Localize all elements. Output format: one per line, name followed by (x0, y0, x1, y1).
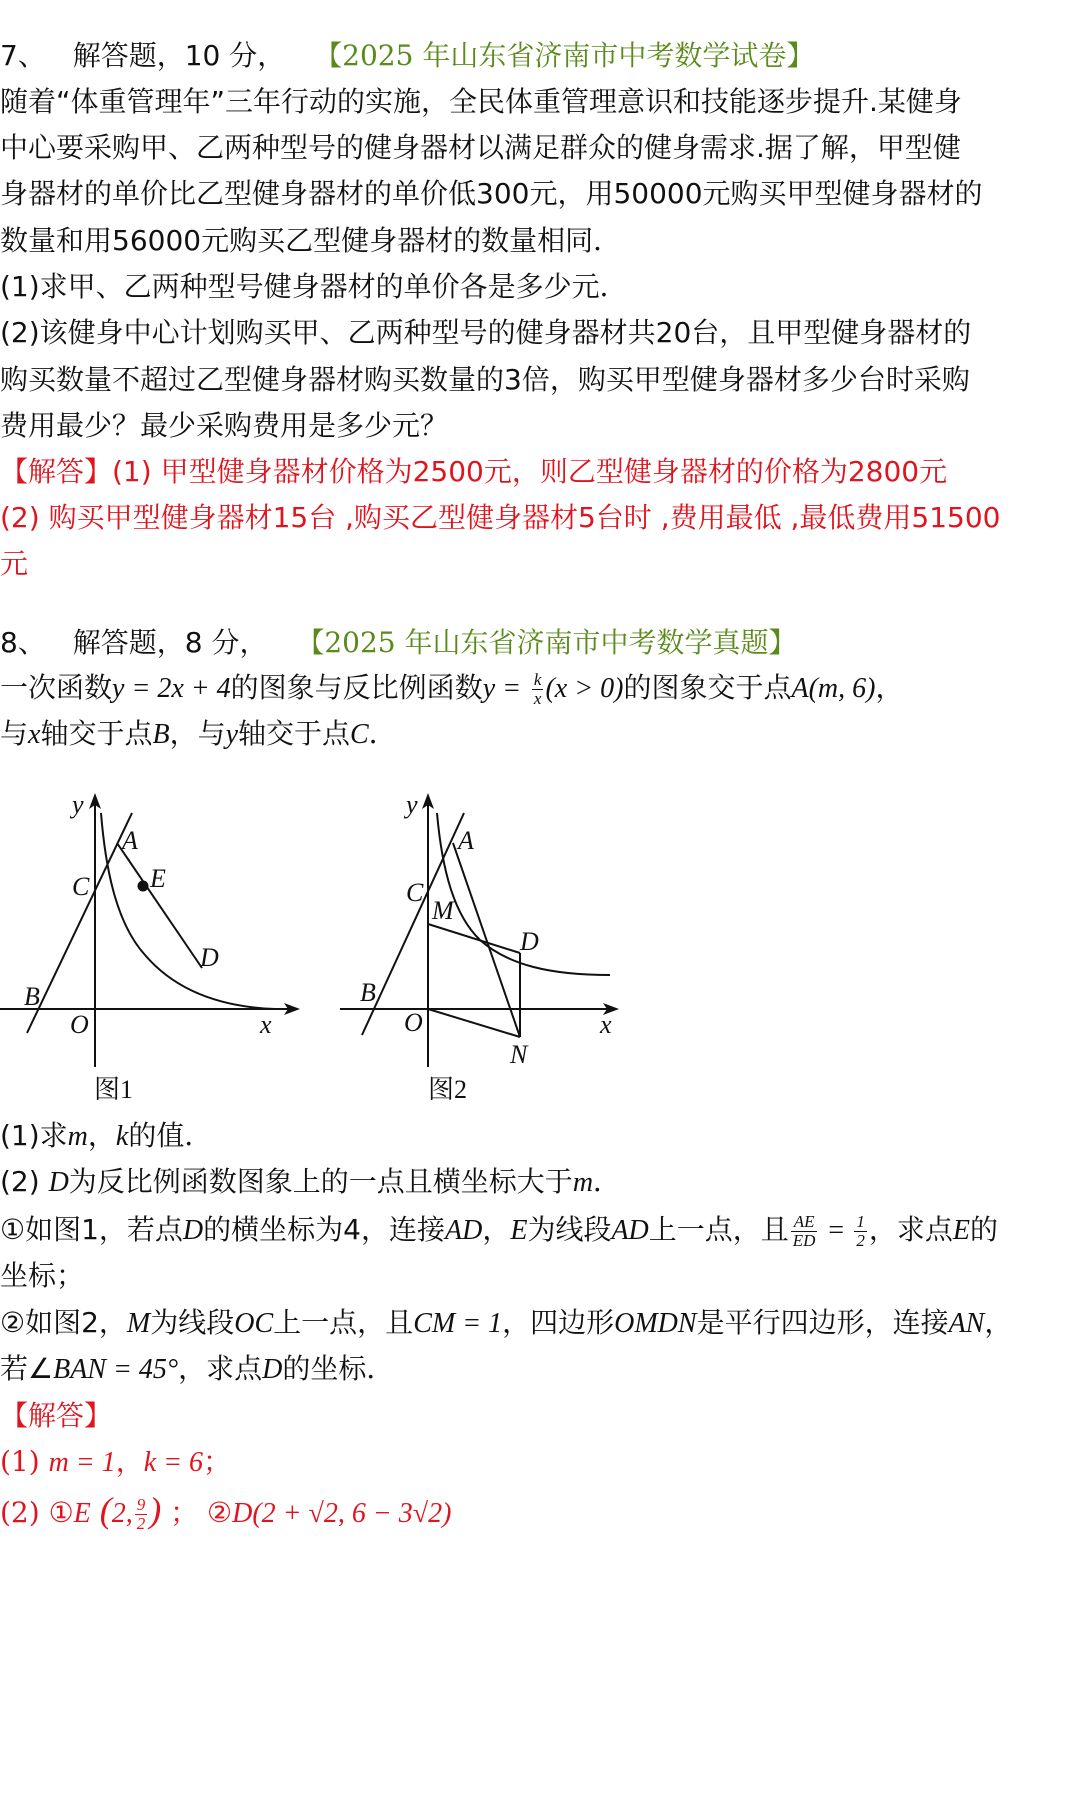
point-e-dot (138, 881, 149, 892)
q8-text: 的横坐标为4，连接 (203, 1213, 445, 1246)
q8-ans-text: ； (203, 1445, 232, 1478)
q8-ans-math: ) (149, 1490, 162, 1530)
q7-answer-3: 元 (0, 547, 29, 580)
half-fraction (854, 1213, 867, 1250)
q8-math: x (28, 719, 41, 750)
q8-answer-head: 【解答】 (0, 1399, 113, 1432)
linear-function-line (27, 813, 132, 1033)
q7-type: 解答题，10 分， (72, 39, 286, 72)
q8-math: BAN = 45° (53, 1354, 179, 1385)
q8-text: 的值． (128, 1119, 213, 1152)
segment-ad (117, 843, 202, 968)
q8-intro-text: ， (875, 671, 904, 704)
q8-math: m (572, 1167, 594, 1198)
q7-line-1: 随着“体重管理年”三年行动的实施，全民体重管理意识和技能逐步提升.某健身 (0, 85, 962, 118)
q8-math: m (67, 1121, 88, 1152)
q8-text: 轴交于点 (238, 717, 351, 750)
fraction-denominator: ED (792, 1230, 816, 1250)
q8-ans-math: ( (99, 1490, 112, 1530)
q8-math: AD (611, 1215, 649, 1246)
q8-text: ，求点 (178, 1352, 263, 1385)
q7-part-1: (1)求甲、乙两种型号健身器材的单价各是多少元． (0, 270, 628, 303)
q8-text: 的坐标． (282, 1352, 395, 1385)
q8-math: AD (444, 1215, 483, 1246)
fraction-denominator: 2 (136, 1513, 146, 1533)
q8-text: ，四边形 (502, 1306, 615, 1339)
q7-part-2-line-2: 购买数量不超过乙型健身器材购买数量的3倍，购买甲型健身器材多少台时采购 (0, 363, 970, 396)
segment-an (453, 843, 520, 1037)
q8-intro-line-2 (0, 714, 397, 755)
q8-text: 上一点，且 (273, 1306, 414, 1339)
fig2-label-c: C (406, 878, 424, 907)
q8-ans-text: (2) ① (0, 1496, 74, 1529)
q8-ans-text: (1) (0, 1445, 49, 1478)
q8-sub-1-line-2: 坐标； (0, 1259, 85, 1292)
q8-ans-math: D(2 + √2, 6 − 3√2) (232, 1498, 452, 1529)
q8-text: 的 (970, 1213, 999, 1246)
q8-text: 是平行四边形，连接 (696, 1306, 949, 1339)
figure-2 (330, 785, 630, 1125)
fig1-label-e: E (150, 864, 166, 893)
q8-math: E (510, 1215, 528, 1246)
q8-text: ， (87, 1119, 116, 1152)
q8-math: D (182, 1215, 204, 1246)
q7-line-2: 中心要采购甲、乙两种型号的健身器材以满足群众的健身需求.据了解，甲型健 (0, 131, 961, 164)
q7-source: 【2025 年山东省济南市中考数学试卷】 (314, 39, 815, 72)
q8-part-1 (0, 1116, 212, 1157)
fraction-numerator: 1 (856, 1211, 865, 1231)
inverse-function-domain: (x > 0) (545, 673, 624, 704)
q8-header (0, 623, 797, 663)
q8-text: ． (593, 1165, 622, 1198)
fig2-label-y: y (406, 790, 418, 819)
q8-text: 轴交于点 (40, 717, 153, 750)
fig2-label-m: M (432, 896, 454, 925)
q7-number: 7、 (0, 39, 46, 72)
q8-math: B (152, 719, 170, 750)
q7-line-4: 数量和用56000元购买乙型健身器材的数量相同． (0, 224, 622, 257)
q8-intro-text: 的图象与反比例函数 (230, 671, 483, 704)
q8-text: ， (984, 1306, 1013, 1339)
fig1-label-y: y (72, 790, 84, 819)
fig1-label-o: O (70, 1010, 89, 1039)
q8-math: y (225, 719, 239, 750)
q8-math: D (262, 1354, 283, 1385)
q8-math: CM = 1 (413, 1308, 503, 1339)
q8-text: 上一点，且 (648, 1213, 789, 1246)
point-a-coords: A(m, 6) (791, 673, 876, 704)
ratio-fraction (791, 1213, 818, 1250)
q8-text: 若∠ (0, 1352, 54, 1385)
fraction-denominator: 2 (856, 1230, 865, 1250)
fig2-label-n: N (510, 1040, 528, 1069)
q8-text: (2) (0, 1165, 49, 1198)
q8-math: M (126, 1308, 151, 1339)
inverse-function-fraction (532, 671, 544, 708)
q8-text: ， (482, 1213, 511, 1246)
fig1-label-c: C (72, 872, 90, 901)
fraction-numerator: AE (791, 1213, 818, 1232)
q8-math: E (952, 1215, 970, 1246)
fig1-label-x: x (260, 1010, 272, 1039)
q8-text: 为线段 (150, 1306, 235, 1339)
fig2-label-o: O (404, 1008, 423, 1037)
q8-ans-math: k = 6 (143, 1447, 204, 1478)
fraction-numerator: k (533, 669, 542, 689)
q8-text: 为反比例函数图象上的一点且横坐标大于 (68, 1165, 573, 1198)
q8-text: ②如图2， (0, 1306, 127, 1339)
q8-source: 【2025 年山东省济南市中考数学真题】 (296, 626, 797, 659)
fig2-label-b: B (360, 978, 376, 1007)
fig1-label-b: B (24, 982, 40, 1011)
q8-type: 解答题，8 分， (72, 626, 268, 659)
q8-ans-math: E (73, 1498, 91, 1529)
q7-header (0, 36, 814, 76)
q7-answer-2: (2) 购买甲型健身器材15台 ,购买乙型健身器材5台时 ,费用最低 ,最低费用51500 (0, 501, 1001, 534)
fig2-label-x: x (600, 1010, 612, 1039)
q8-math: AN (948, 1308, 985, 1339)
linear-function: y = 2x + 4 (112, 673, 231, 704)
q8-intro-line-1 (0, 668, 903, 709)
q8-ans-text: ； ② (161, 1496, 233, 1529)
q8-sub-2-line-2 (0, 1349, 394, 1390)
q8-ans-text: ， (115, 1445, 144, 1478)
segment-md (428, 924, 520, 953)
q8-part-2 (0, 1162, 621, 1203)
fraction-numerator: 9 (136, 1494, 146, 1514)
q7-part-2-line-1: (2)该健身中心计划购买甲、乙两种型号的健身器材共20台，且甲型健身器材的 (0, 316, 972, 349)
q8-math: OC (234, 1308, 274, 1339)
q7-answer-1: 【解答】(1) 甲型健身器材价格为2500元，则乙型健身器材的价格为2800元 (0, 455, 948, 488)
q8-math: D (48, 1167, 69, 1198)
inverse-function-lhs: y = (482, 673, 522, 704)
q8-math: C (350, 719, 369, 750)
q7-line-3: 身器材的单价比乙型健身器材的单价低300元，用50000元购买甲型健身器材的 (0, 177, 983, 210)
q8-text: ，与 (169, 717, 226, 750)
q8-math: = (819, 1215, 853, 1246)
figure-1-caption: 图1 (94, 1075, 134, 1104)
fraction-denominator: x (533, 688, 542, 708)
q8-text: 为线段 (527, 1213, 612, 1246)
fig1-label-a: A (122, 826, 138, 855)
q8-text: ． (368, 717, 397, 750)
fig2-label-a: A (458, 826, 474, 855)
segment-on (428, 1009, 520, 1037)
q8-ans-math: 2, (111, 1498, 133, 1529)
q8-intro-text: 的图象交于点 (623, 671, 792, 704)
fig2-label-d: D (520, 927, 539, 956)
figure-2-caption: 图2 (428, 1075, 468, 1104)
q8-text: ①如图1，若点 (0, 1213, 183, 1246)
q8-sub-1-line-1 (0, 1210, 998, 1251)
q8-math: OMDN (614, 1308, 697, 1339)
q8-text: (1)求 (0, 1119, 68, 1152)
q8-answer-1 (0, 1442, 231, 1483)
q8-answer-2 (0, 1490, 452, 1534)
q8-number: 8、 (0, 626, 46, 659)
q8-text: ，求点 (868, 1213, 953, 1246)
figure-1 (0, 785, 330, 1125)
q7-part-2-line-3: 费用最少？最少采购费用是多少元？ (0, 409, 449, 442)
q8-sub-2-line-1 (0, 1303, 1012, 1344)
q8-math: k (115, 1121, 129, 1152)
q8-text: 与 (0, 717, 29, 750)
q8-ans-math: m = 1 (48, 1447, 116, 1478)
answer-fraction (135, 1496, 148, 1533)
q8-intro-text: 一次函数 (0, 671, 113, 704)
fig1-label-d: D (200, 943, 219, 972)
